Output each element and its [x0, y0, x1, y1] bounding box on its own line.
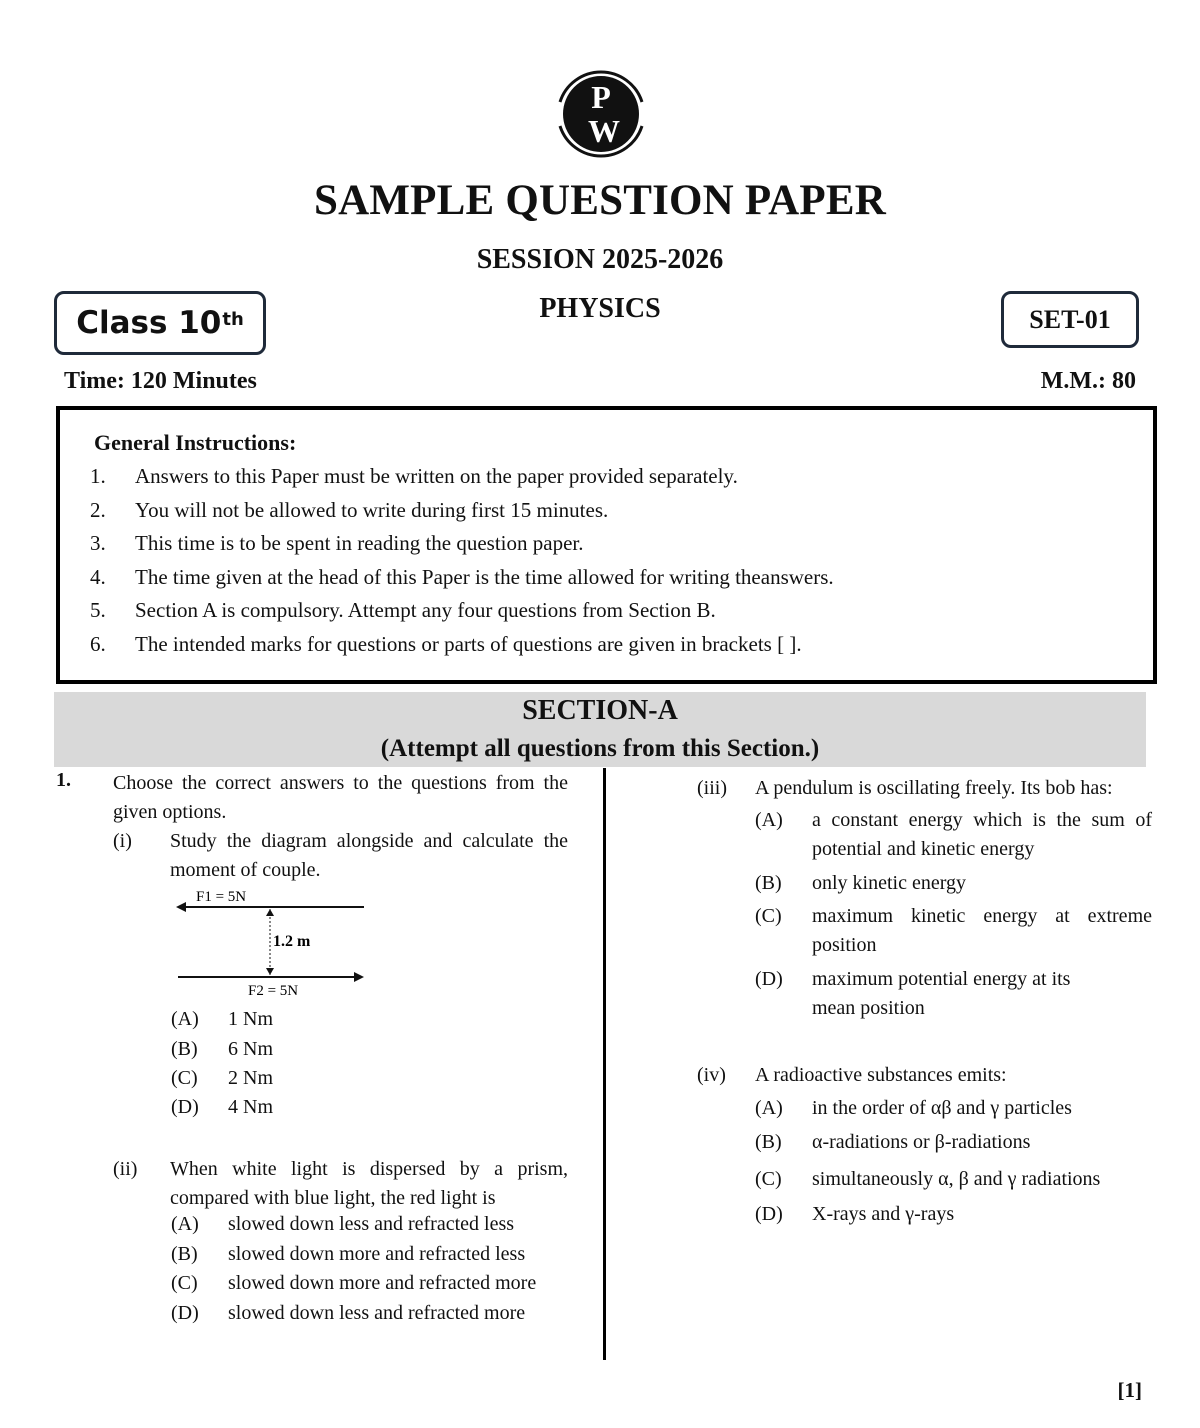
- instruction-num: 2.: [90, 497, 106, 522]
- arrow-left-icon: [176, 902, 186, 912]
- instruction-item: [90, 531, 834, 565]
- option-text: maximum kinetic energy at extreme position: [812, 905, 1152, 956]
- force1-label: F1 = 5N: [196, 889, 247, 905]
- option-text: X-rays and γ-rays: [812, 1203, 955, 1225]
- option-label: (D): [171, 1302, 199, 1324]
- session-label: SESSION 2025-2026: [476, 244, 724, 275]
- part-label: (i): [113, 830, 132, 852]
- option-label: (D): [755, 968, 783, 990]
- instructions-heading: General Instructions:: [94, 430, 297, 455]
- arrow-up-icon: [266, 909, 274, 916]
- part-text: A radioactive substances emits:: [755, 1064, 1007, 1086]
- instruction-num: 1.: [90, 464, 106, 488]
- option-label: (A): [755, 809, 783, 831]
- part-text: When white light is dispersed by a prism, compared with blue light, the red light is: [170, 1158, 568, 1209]
- arrow-down-icon: [266, 968, 274, 975]
- instruction-text: Section A is compulsory. Attempt any four questions from Section B.: [135, 598, 716, 622]
- option-text: a constant energy which is the sum of potential and kinetic energy: [812, 809, 1152, 860]
- subject-label: PHYSICS: [539, 293, 661, 324]
- instructions-box: [56, 406, 1157, 684]
- option-label: (C): [755, 1168, 782, 1190]
- section-title: SECTION-A: [522, 695, 678, 726]
- option-label: (B): [171, 1243, 198, 1265]
- instruction-item: [90, 598, 834, 632]
- instruction-text: You will not be allowed to write during first 15 minutes.: [135, 497, 609, 522]
- instruction-text: The intended marks for questions or parts of questions are given in brackets [ ].: [135, 631, 802, 656]
- class-badge: [54, 291, 266, 355]
- instruction-item: [90, 565, 834, 599]
- option-label: (A): [171, 1008, 199, 1030]
- instruction-item: [90, 464, 834, 498]
- option-text: slowed down less and refracted less: [228, 1213, 515, 1235]
- force2-label: F2 = 5N: [248, 983, 299, 999]
- svg-text:W: W: [588, 113, 620, 149]
- option-text: simultaneously α, β and γ radiations: [812, 1168, 1101, 1190]
- instructions-list: [90, 464, 834, 665]
- part-text: A pendulum is oscillating freely. Its bob has:: [755, 777, 1113, 799]
- question-number: 1.: [56, 769, 71, 791]
- max-marks-label: M.M.: 80: [1040, 368, 1136, 394]
- option-label: (B): [755, 1131, 782, 1153]
- paper-title: SAMPLE QUESTION PAPER: [313, 177, 887, 224]
- arrow-right-icon: [354, 972, 364, 982]
- option-text: 2 Nm: [228, 1067, 273, 1089]
- instruction-item: [90, 498, 834, 532]
- instruction-item: [90, 632, 834, 666]
- question-text: Choose the correct answers to the questions from the given options.: [113, 772, 568, 823]
- option-text: 6 Nm: [228, 1038, 273, 1060]
- option-text: maximum potential energy at its mean position: [812, 968, 1071, 1019]
- option-text: slowed down more and refracted less: [228, 1243, 526, 1265]
- pw-logo: [546, 58, 656, 170]
- set-label: SET-01: [1029, 304, 1111, 334]
- instruction-num: 6.: [90, 631, 106, 656]
- instruction-text: The time given at the head of this Paper is the time allowed for writing theanswers.: [135, 564, 834, 589]
- part-label: (iii): [697, 777, 727, 799]
- option-label: (C): [171, 1272, 198, 1294]
- part-label: (iv): [697, 1064, 726, 1086]
- column-divider: [603, 768, 606, 1360]
- instruction-num: 5.: [90, 598, 106, 622]
- distance-label: 1.2 m: [273, 933, 311, 950]
- option-text: slowed down less and refracted more: [228, 1302, 526, 1324]
- option-label: (C): [171, 1067, 198, 1089]
- option-text: α-radiations or β-radiations: [812, 1131, 1031, 1153]
- option-label: (D): [171, 1096, 199, 1118]
- option-label: (D): [755, 1203, 783, 1225]
- option-label: (B): [171, 1038, 198, 1060]
- time-label: Time: 120 Minutes: [64, 368, 257, 394]
- option-text: slowed down more and refracted more: [228, 1272, 537, 1294]
- couple-diagram: [170, 883, 370, 1006]
- option-label: (A): [755, 1097, 783, 1119]
- class-label: Class 10: [76, 305, 222, 341]
- option-label: (C): [755, 905, 782, 927]
- option-text: 4 Nm: [228, 1096, 273, 1118]
- section-subtitle: (Attempt all questions from this Section.): [380, 735, 820, 762]
- option-label: (A): [171, 1213, 199, 1235]
- option-text: 1 Nm: [228, 1008, 273, 1030]
- option-label: (B): [755, 872, 782, 894]
- svg-text:P: P: [591, 79, 611, 115]
- instruction-num: 4.: [90, 564, 106, 589]
- page-number: [1]: [1117, 1378, 1142, 1402]
- instruction-text: Answers to this Paper must be written on the paper provided separately.: [135, 464, 738, 488]
- part-text: Study the diagram alongside and calculate the moment of couple.: [170, 830, 568, 881]
- option-text: in the order of αβ and γ particles: [812, 1097, 1072, 1119]
- set-badge: [1001, 291, 1139, 348]
- option-text: only kinetic energy: [812, 872, 967, 894]
- instruction-num: 3.: [90, 531, 106, 555]
- instruction-text: This time is to be spent in reading the question paper.: [135, 531, 584, 555]
- part-label: (ii): [113, 1158, 138, 1180]
- class-sup: th: [222, 308, 244, 330]
